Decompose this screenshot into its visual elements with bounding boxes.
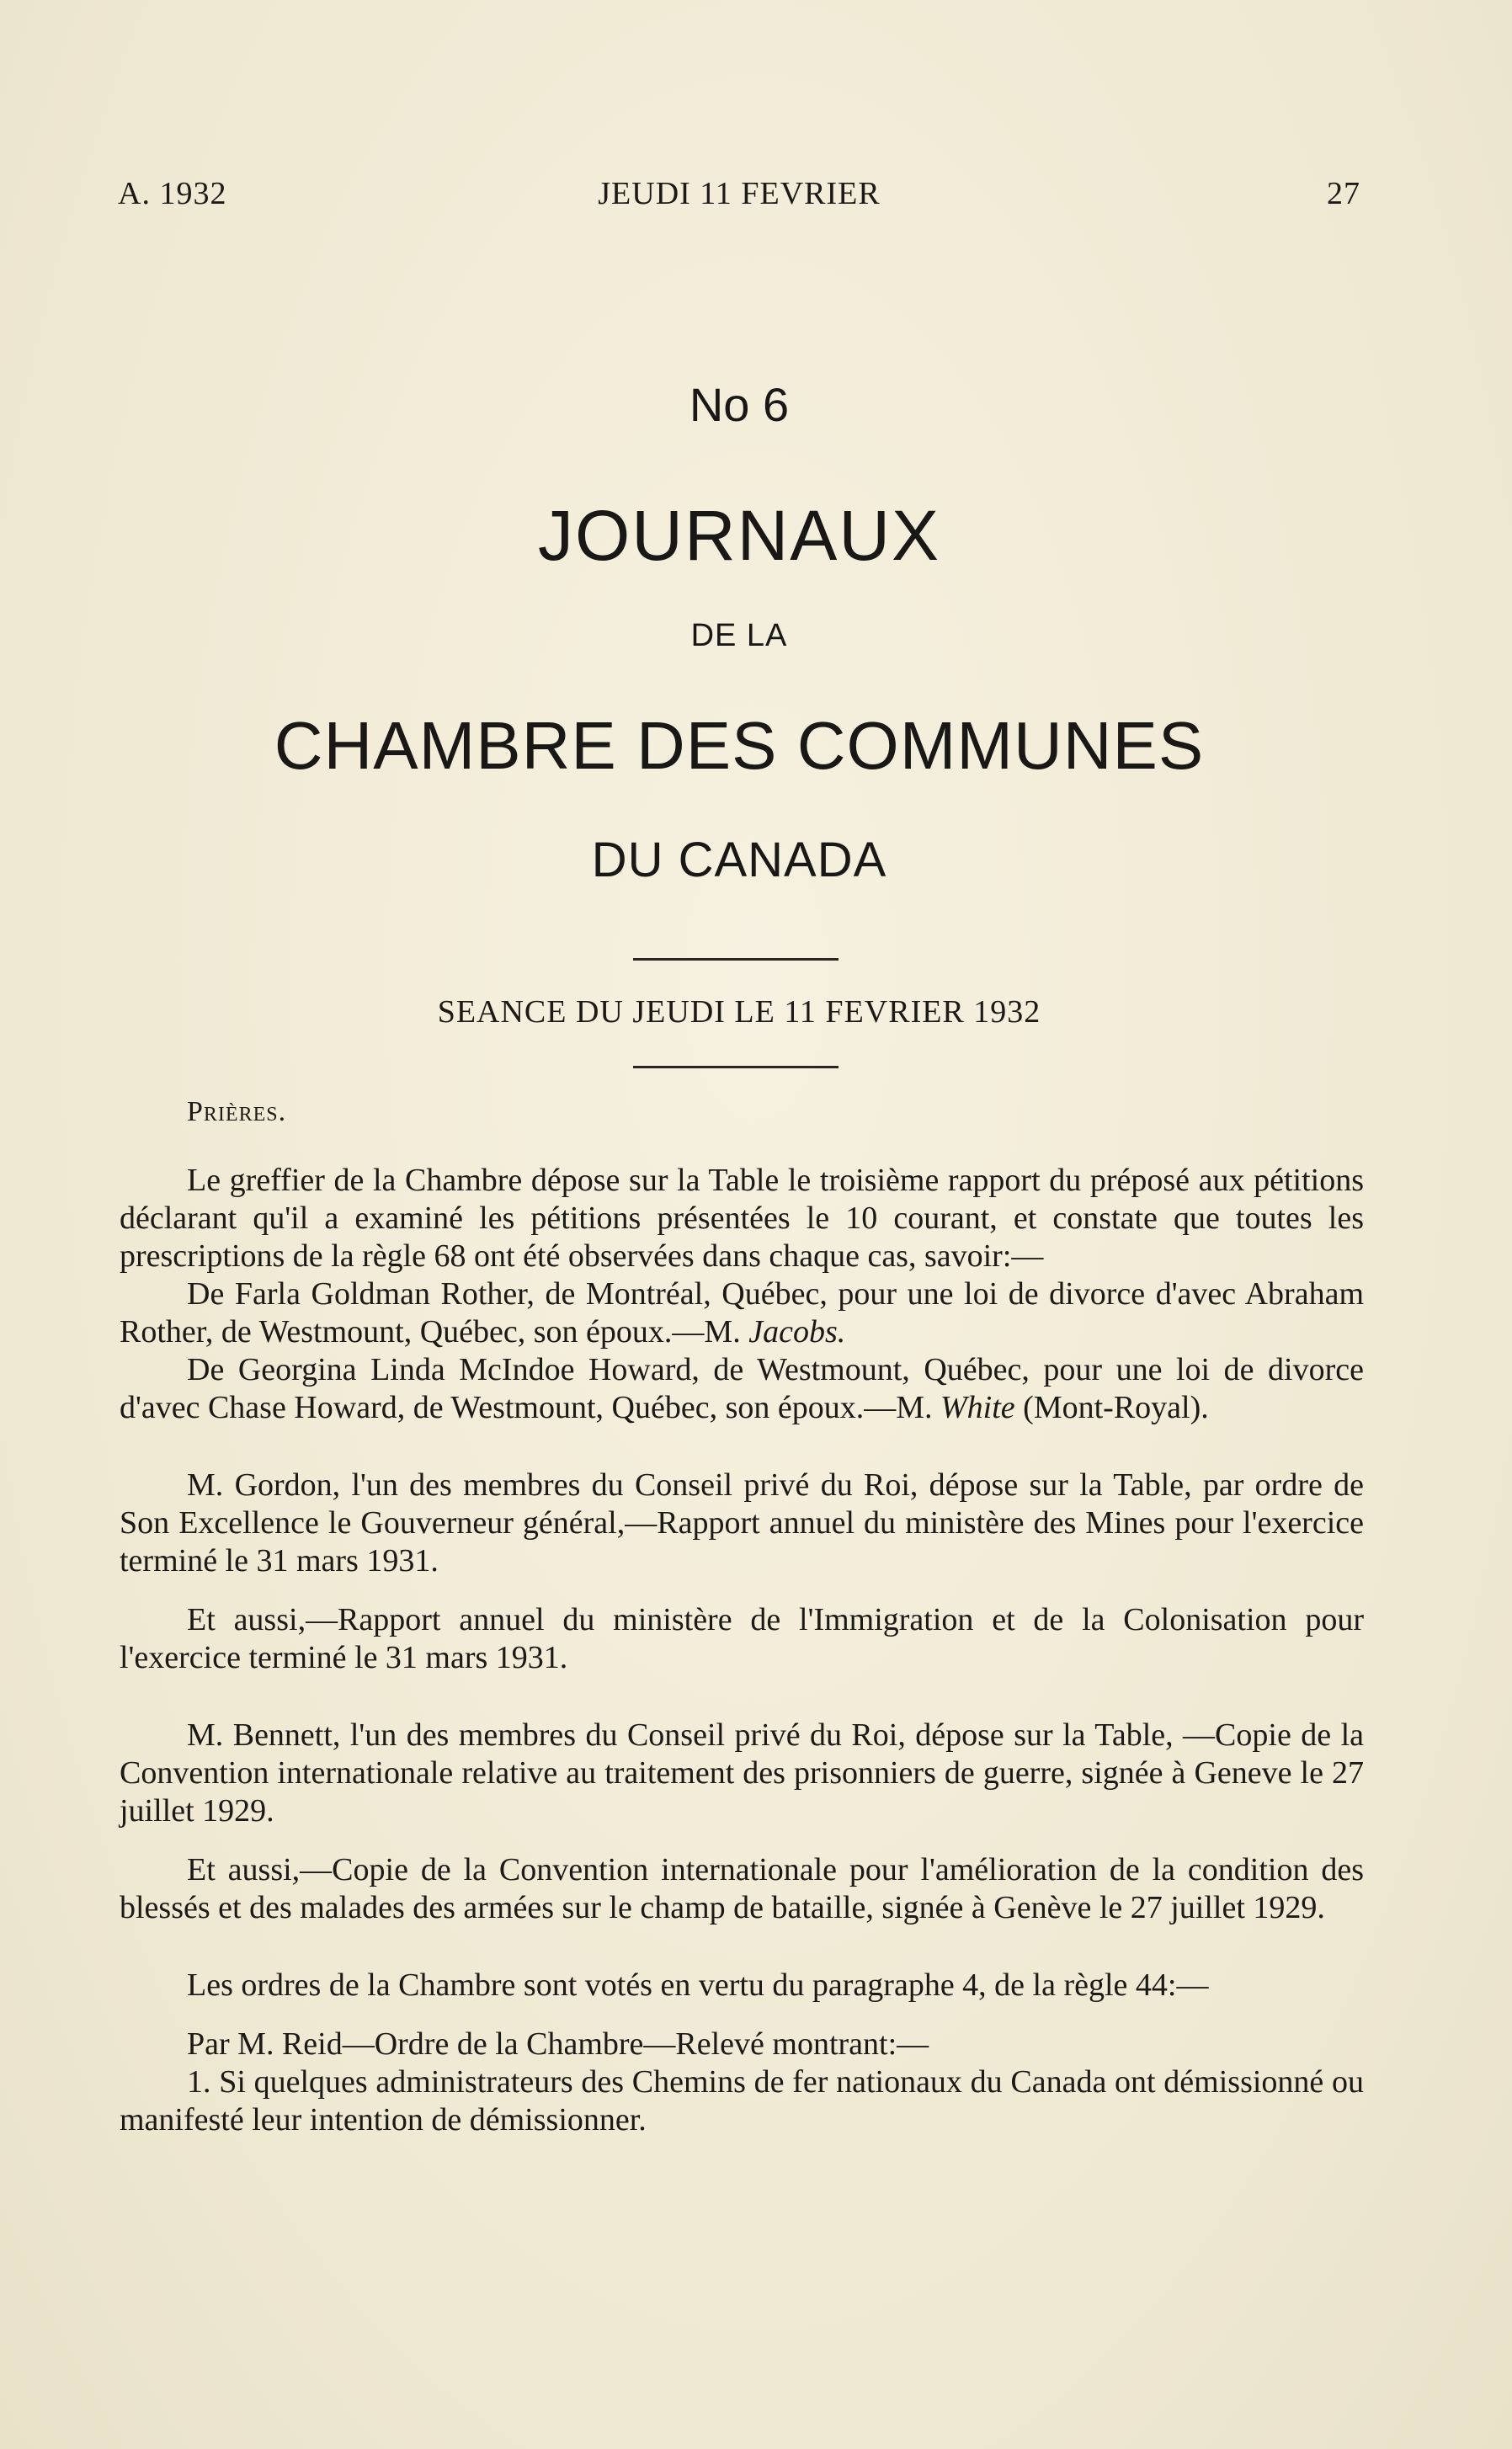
page-number: 27 [1327, 176, 1360, 211]
paragraph-item-1: 1. Si quelques administrateurs des Chemins de fer nationaux du Canada ont démissionné ou manifesté leur intention de démissionner. [120, 2064, 1364, 2138]
title-journaux: JOURNAUX [537, 496, 941, 575]
petition-howard-text: De Georgina Linda McIndoe Howard, de Westmount, Québec, pour une loi de divorce d'avec Chase Howard, de Westmount, Québec, son époux.—M. [120, 1352, 1364, 1425]
paragraph-reid-order: Par M. Reid—Ordre de la Chambre—Relevé montrant:— [187, 2026, 929, 2062]
divider-rule-bottom [633, 1066, 839, 1068]
prayers-label: Prières. [187, 1096, 287, 1127]
session-heading: SEANCE DU JEUDI LE 11 FEVRIER 1932 [437, 994, 1041, 1030]
paragraph-gordon-report: M. Gordon, l'un des membres du Conseil privé du Roi, dépose sur la Table, par ordre de Son Excellence le Gouverneur général,—Rapport annuel du ministère des Mines pour l'exercice terminé le 31 mars 1931. [120, 1467, 1364, 1579]
header-date: JEUDI 11 FEVRIER [598, 176, 881, 211]
title-de-la: DE LA [690, 618, 788, 653]
riding-mont-royal: (Mont-Royal). [1014, 1390, 1209, 1425]
paragraph-immigration-report: Et aussi,—Rapport annuel du ministère de l'Immigration et de la Colonisation pour l'exercice terminé le 31 mars 1931. [120, 1602, 1364, 1675]
title-du-canada: DU CANADA [591, 833, 887, 887]
member-jacobs: Jacobs. [748, 1314, 846, 1350]
issue-number: No 6 [689, 378, 790, 431]
paragraph-petition-rother [120, 1275, 1364, 1351]
petition-rother-text: De Farla Goldman Rother, de Montréal, Québec, pour une loi de divorce d'avec Abraham Rother, de Westmount, Québec, son époux.—M. [120, 1276, 1364, 1350]
running-header [118, 175, 1360, 217]
journal-body [120, 1162, 1364, 2139]
title-chambre-des-communes: CHAMBRE DES COMMUNES [274, 708, 1205, 783]
paragraph-bennett-convention: M. Bennett, l'un des membres du Conseil privé du Roi, dépose sur la Table, —Copie de la Convention internationale relative au traitement des prisonniers de guerre, signée à Geneve le 27 juillet 1929. [120, 1717, 1364, 1829]
paragraph-petition-howard [120, 1351, 1364, 1427]
header-year: A. 1932 [118, 176, 227, 211]
paragraph-orders-rule-44: Les ordres de la Chambre sont votés en vertu du paragraphe 4, de la règle 44:— [187, 1967, 1209, 2003]
divider-rule-top [633, 958, 839, 961]
paragraph-convention-wounded: Et aussi,—Copie de la Convention internationale pour l'amélioration de la condition des blessés et des malades des armées sur le champ de bataille, signée à Genève le 27 juillet 1929. [120, 1852, 1364, 1925]
paragraph-petitions-report: Le greffier de la Chambre dépose sur la Table le troisième rapport du préposé aux pétitions déclarant qu'il a examiné les pétitions présentées le 10 courant, et constate que toutes les prescriptions de la règle 68 ont été observées dans chaque cas, savoir:— [120, 1163, 1364, 1274]
member-white: White [940, 1390, 1015, 1425]
